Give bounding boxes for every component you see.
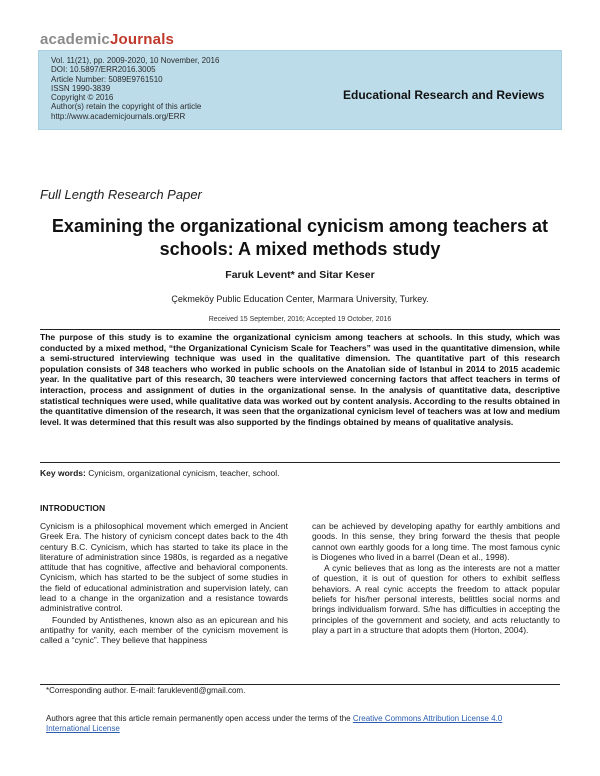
meta-article-number: Article Number: 5089E9761510	[51, 74, 163, 84]
license-text: Authors agree that this article remain permanently open access under the terms of the	[46, 714, 353, 723]
meta-copyright: Copyright © 2016	[51, 93, 114, 103]
intro-paragraph: A cynic believes that as long as the interests are not a matter of question, it is out of question for others to exhibit selfless behaviors. A real cynic accepts the freedom to attack popular beliefs for his/her personal interests, belittles social norms and brings individualism forward. S/he has difficulties in accepting the principles of the government and society, and acts reluctantly to play a part in a structure that adopts them (Horton, 2004).	[312, 563, 560, 635]
keywords-label: Key words:	[40, 468, 86, 478]
meta-volume: Vol. 11(21), pp. 2009-2020, 10 November, 2016	[51, 56, 220, 65]
footer-rule	[40, 684, 560, 685]
meta-rights: Author(s) retain the copyright of this article	[51, 102, 202, 112]
logo-suffix: Journals	[109, 31, 175, 48]
abstract-bottom-rule	[40, 462, 560, 463]
intro-paragraph: Founded by Antisthenes, known also as an epicurean and his antipathy for vanity, each member of the cynicism movement is called a “cynic”. They believe that happiness	[40, 614, 288, 646]
corresponding-author: *Corresponding author. E-mail: farukleventl@gmail.com.	[46, 686, 246, 695]
license-link[interactable]: Creative Commons Attribution License 4.0 International License	[46, 714, 503, 733]
paper-authors: Faruk Levent* and Sitar Keser	[225, 269, 375, 281]
introduction-heading: INTRODUCTION	[40, 503, 106, 513]
logo-prefix: academic	[40, 31, 110, 48]
meta-issn: ISSN 1990-3839	[51, 83, 111, 93]
article-meta	[51, 56, 219, 121]
meta-doi: DOI: 10.5897/ERR2016.3005	[51, 65, 156, 75]
keywords	[40, 468, 560, 479]
meta-url[interactable]: http://www.academicjournals.org/ERR	[51, 111, 186, 121]
publisher-logo	[40, 31, 174, 48]
paper-type: Full Length Research Paper	[40, 187, 202, 202]
left-column	[40, 521, 288, 646]
keywords-text: Cynicism, organizational cynicism, teacher, school.	[85, 468, 280, 478]
intro-paragraph: Cynicism is a philosophical movement which emerged in Ancient Greek Era. The history of cynicism concept dates back to the 4th century B.C. Cynicism, which has started to take its place in the literature of administration since 1980s, is regarded as a negative attitude that has cognitive, affective and behavioral components. Cynicism, which has started to be the subject of some studies in the field of educational administration and supervision lately, can lead to a change in the organization and a resistance towards administrative control.	[40, 521, 288, 614]
license-notice	[46, 714, 546, 734]
received-dates: Received 15 September, 2016; Accepted 19 October, 2016	[208, 316, 392, 323]
abstract-top-rule	[40, 329, 560, 330]
intro-paragraph: can be achieved by developing apathy for earthly ambitions and goods. In this sense, they bring forward the thesis that people cannot own earthly goods for a long time. The most famous cynic is Diogenes who lived in a barrel (Dean et al., 1998).	[312, 521, 560, 562]
right-column	[312, 521, 560, 635]
abstract: The purpose of this study is to examine the organizational cynicism among teachers at schools. In this study, which was conducted by a mixed method, “the Organizational Cynicism Scale for Teachers” was used in the quantitative dimension, while a semi-structured interviewing technique was used in the qualitative dimension. The quantitative part of this research population consists of 348 teachers who worked in public schools on the Anatolian side of Istanbul in 2014 to 2015 academic year. In the qualitative part of this research, 30 teachers were interviewed concerning factors that affect teachers in terms of interaction, process and assignment of duties in the organizational sense. In the analysis of quantitative data, descriptive statistical techniques were used, while qualitative data was worked out by content analysis. According to the results obtained in the quantitative dimension of the research, it was seen that the organizational cynicism level of teachers was at low and medium level. It was determined that this result was also supported by the findings obtained by means of qualitative analysis.	[40, 332, 560, 427]
journal-header-box	[38, 50, 562, 130]
paper-affiliation: Çekmeköy Public Education Center, Marmara University, Turkey.	[171, 294, 429, 304]
paper-title: Examining the organizational cynicism among teachers at schools: A mixed methods study	[51, 216, 549, 259]
journal-name: Educational Research and Reviews	[343, 88, 545, 102]
